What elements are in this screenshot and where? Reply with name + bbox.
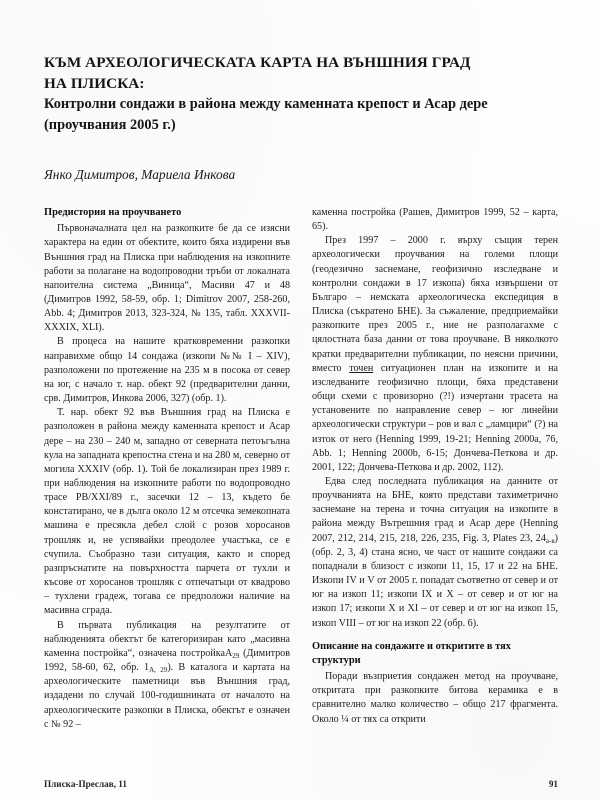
paragraph xyxy=(312,475,558,631)
paragraph-text-part-2: ситуационен план на изкопите и на изследваните геофизично площи, бяха представени общи схеми с провизорно (?!) изчертани трасета на установените по направление север – юг линейни археологически структури – ров и вал с „ламцири“ (?) на изток от него (Henning 1999, 19-21; Henning 2000a, 76, Abb. 1; Henning 2000b, 6-15; Дончева-Петкова и др. 2001, 122; Дончева-Петкова и др. 2002, 112). xyxy=(312,362,558,473)
emphasis-underlined: точен xyxy=(349,362,374,374)
journal-name: Плиска-Преслав, 11 xyxy=(44,779,127,789)
page-subtitle-line-1: Контролни сондажи в района между каменната крепост и Асар дере xyxy=(44,96,488,112)
paragraph-text-part-2: ) (обр. 2, 3, 4) стана ясно, че част от нашите сондажи са попаднали в близост с изкопи 11, 15, 17 и 22 на БНЕ. Изкопи IV и V от 2005 г. попадат съответно от север и от юг на изкоп 11; изкопи IX и X – от север и от юг на изкоп 17; изкопи X и XI – от север и от юг на изкоп 15, изкоп VIII – от юг на изкоп 22 (обр. 6). xyxy=(312,532,558,629)
right-column xyxy=(312,206,558,732)
page-title-line-1: КЪМ АРХЕОЛОГИЧЕСКАТА КАРТА НА ВЪНШНИЯ ГРАД xyxy=(44,54,471,71)
paragraph-continuation: каменна постройка (Рашев, Димитров 1999, 52 – карта, 65). xyxy=(312,207,558,233)
page-title-line-2: НА ПЛИСКА: xyxy=(44,75,145,92)
title-block xyxy=(44,52,558,136)
paragraph: Т. нар. обект 92 във Външния град на Плиска е разположен в района между каменната крепост и Асар дере – на 230 – 240 м, западно от северната петоъгълна кула на западната крепостна стена и на 280 м, северно от могила XXXIV (обр. 1). Той бе локализиран през 1989 г. при наблюдения на изкопните работи по водопроводно трасе РВ/XXI/89 г., засечки 12 – 13, където бе констатирано, че в дълга около 12 м отсечка земекопната машина е пресякла дебел слой с розов хоросанов трошляк и, не успявайки преодолее участъка, се е счупила. Съобразно тази ситуация, както и според разпръснатите на повърхността парчета от тухли и късове от хоросанов трошляк с отпечатъци от квадрово – тухлени градеж, тогава се предположи наличие на масивна сграда. xyxy=(44,407,290,617)
paragraph-text-part-1: Едва след последната публикация на данните от проучванията на БНЕ, която представи тахиметрично заснемане на терена и точна ситуация на изкопите в района между Вътрешния град и Асар дере (Henning 2007, 212, 214, 215, 218, 226, 235, Fig. 3, Plates 23, 24 xyxy=(312,475,558,544)
building-label-subscript: 29 xyxy=(232,651,240,660)
section-heading-prehistory: Предистория на проучването xyxy=(44,207,182,218)
left-column xyxy=(44,206,290,732)
plate-subscript: а-в xyxy=(545,536,555,545)
paragraph xyxy=(44,619,290,732)
page-footer xyxy=(44,779,558,789)
building-label: А xyxy=(224,647,233,659)
paragraph-text: В първата публикация на резултатите от наблюденията обектът бе категоризиран като „масивна каменна постройка“, означена постройка xyxy=(44,619,290,659)
citation-post: ). В каталога и картата на археологическите паметници във Външния град, издадени по случай 100-годишнината от началото на археологическите разкопки в Плиска, обектът е означен с № 92 – xyxy=(44,662,290,730)
paragraph: Първоначалната цел на разкопките бе да се изясни характера на един от обектите, които бяха издирени във Външния град на Плиска при наблюдения на изкопните работи за полагане на водопроводни тръби от локалната напоителна система „Виница“, Масиви 47 и 48 (Димитров 1992, 58-59, обр. 1; Dimitrov 2007, 258-260, Abb. 4; Димитров 2013, 323-324, № 135, табл. XXXVII-XXXIX, XLI). xyxy=(44,223,290,334)
document-content xyxy=(44,52,558,732)
citation-pre: (Димитров 1992, 58-60, 62, обр. 1 xyxy=(44,647,290,674)
paragraph: В процеса на нашите кратковременни разкопки направихме общо 14 сондажа (изкопи №№ I – XIV), разположени по протежение на 235 м в посока от север на юг, с начало т. нар. обект 92 (предварителни данни, срв. Димитров, Инкова 2006, 327) (обр. 1). xyxy=(44,336,290,405)
page-subtitle-line-2: (проучвания 2005 г.) xyxy=(44,117,176,133)
authors-line: Янко Димитров, Мариела Инкова xyxy=(44,167,236,182)
page-number: 91 xyxy=(548,779,558,789)
section-heading-description: Описание на сондажите и откритите в тях структури xyxy=(312,640,511,666)
two-column-body xyxy=(44,206,558,732)
paragraph: Поради възприетия сондажен метод на проучване, откритата при разкопките битова керамика е в сравнително малко количество – общо 217 фрагмента. Около ¼ от тях са открити xyxy=(312,671,558,725)
figure-subscript: A, 29 xyxy=(149,666,168,675)
paragraph xyxy=(312,234,558,475)
paragraph-text-part-1: През 1997 – 2000 г. върху същия терен археологически проучвания на големи площи (геодезично заснемане, геофизично изследване и контролни сондажи в 17 изкопа) бяха извършени от Българо – немската археологическа експедиция в Плиска (съкратено БНЕ). За съжаление, предприемайки разкопките през 2005 г., ние не разполагахме с цялостната база данни от това проучване. В няколкото кратки предварителни публикации, по неясни причини, вместо xyxy=(312,235,558,374)
